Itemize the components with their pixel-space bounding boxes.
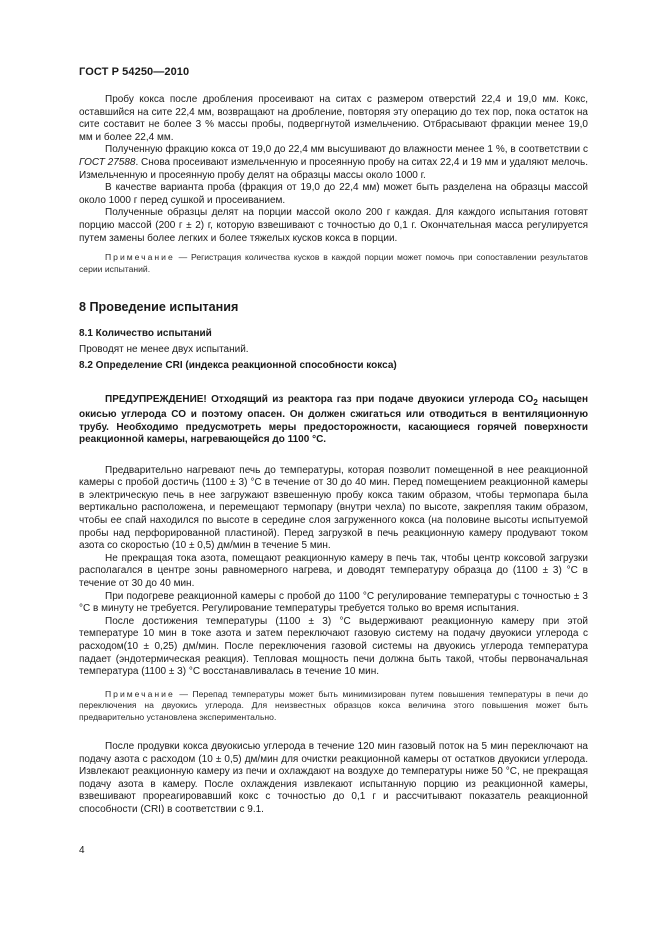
warning-paragraph: ПРЕДУПРЕЖДЕНИЕ! Отходящий из реактора газ при подаче двуокиси углерода $CO_2$ насыщен окисью углерода СО и поэтому опасен. Он должен сжигаться или отводиться в вентиляционную трубу. Необходимо предусмотреть меры предосторожности, касающиеся горячей поверхности реакционной камеры, нагревающейся до 1100 °С. xyxy=(79,394,588,446)
paragraph: Полученные образцы делят на порции массой около 200 г каждая. Для каждого испытания готовят порцию массой (200 г ± 2) г, которую взвешивают с точностью до 0,1 г. Окончательная масса регулируется путем замены более легких и более тяжелых кусков кокса в порции. xyxy=(79,207,588,244)
document-body xyxy=(79,94,588,817)
note: Примечание — Перепад температуры может быть минимизирован путем повышения температуры в печи до переключения на двуокись углерода. Для неизвестных образцов кокса величина этого повышения может быть предварительно установлена экспериментально. xyxy=(79,688,588,722)
paragraph: Не прекращая тока азота, помещают реакционную камеру в печь так, чтобы центр коксовой загрузки располагался в центре зоны равномерного нагрева, и доводят температуру образца до (1100 ± 3) °С в течение от 30 до 40 мин. xyxy=(79,552,588,590)
subsection-heading: 8.2 Определение CRI (индекса реакционной способности кокса) xyxy=(79,359,397,371)
standard-reference-link: ГОСТ 27588 xyxy=(79,156,136,168)
paragraph: Проводят не менее двух испытаний. xyxy=(79,344,249,356)
paragraph: После достижения температуры (1100 ± 3) °С выдерживают реакционную камеру при этой температуре 10 мин в токе азота и затем переключают газовую систему на подачу двуокиси углерода с расходом(10 ± 0,25) дм/мин. После переключения газовой системы на двуокись углерода температура падает (эндотермическая реакция). Тепловая мощность печи должна быть такой, чтобы первоначальная температура (1100 ± 3) °С восстанавливалась в течение 10 мин. xyxy=(79,615,588,678)
document-header: ГОСТ Р 54250—2010 xyxy=(79,66,190,78)
page-number: 4 xyxy=(79,845,85,856)
subsection-heading: 8.1 Количество испытаний xyxy=(79,327,212,339)
section-heading: 8 Проведение испытания xyxy=(79,299,239,314)
note-label: Примечание xyxy=(105,252,175,263)
note: Примечание — Регистрация количества кусков в каждой порции может помочь при сопоставлении результатов серии испытаний. xyxy=(79,252,588,274)
paragraph: При подогреве реакционной камеры с пробой до 1100 °С регулирование температуры с точностью ± 3 °С в минуту не требуется. Регулирование температуры требуется только во время испытания. xyxy=(79,590,588,615)
paragraph: Предварительно нагревают печь до температуры, которая позволит помещенной в нее реакционной камеры с пробой достичь (1100 ± 3) °С в течение от 30 до 40 мин. Перед помещением реакционной камеры в электрическую печь в нее загружают взвешенную пробу кокса таким образом, чтобы термопара была вертикально расположена, и перемещают термопару (внутри чехла) по высоте, закрепляя таким образом, чтобы ее спай находился по высоте в середине слоя загруженного кокса (на половине высоты испытуемой пробы над перфорированной пластиной). Перед загрузкой в печь реакционную камеру продувают током азота со скоростью (10 ± 0,5) дм/мин в течение 5 мин. xyxy=(79,464,588,552)
paragraph: После продувки кокса двуокисью углерода в течение 120 мин газовый поток на 5 мин переключают на подачу азота с расходом (10 ± 0,5) дм/мин для очистки реакционной камеры от остатков двуокиси углерода. Извлекают реакционную камеру из печи и охлаждают на воздухе до температуры ниже 50 °С, не прекращая подачу азота в камеру. После охлаждения извлекают испытанную порцию из реакционной камеры, взвешивают прореагировавший кокс с точностью до 0,1 г и рассчитывают показатель реакционной способности (CRI) в соответствии с 9.1. xyxy=(79,741,588,815)
paragraph: Полученную фракцию кокса от 19,0 до 22,4 мм высушивают до влажности менее 1 %, в соответствии с ГОСТ 27588. Снова просеивают измельченную и просеянную пробу на ситах 22,4 и 19 мм и удаляют мелочь. Измельченную и просеянную пробу делят на образцы массы около 1000 г. xyxy=(79,144,588,181)
note-label: Примечание xyxy=(105,688,175,699)
paragraph: Пробу кокса после дробления просеивают на ситах с размером отверстий 22,4 и 19,0 мм. Кокс, оставшийся на сите 22,4 мм, возвращают на дробление, повторяя эту операцию до тех пор, пока остаток на сите составит не более 3 % массы пробы, подвергнутой измельчению. Отбрасывают фракции менее 19,0 мм и более 22,4 мм. xyxy=(79,94,588,143)
paragraph: В качестве варианта проба (фракция от 19,0 до 22,4 мм) может быть разделена на образцы массой около 1000 г перед сушкой и просеиванием. xyxy=(79,182,588,206)
